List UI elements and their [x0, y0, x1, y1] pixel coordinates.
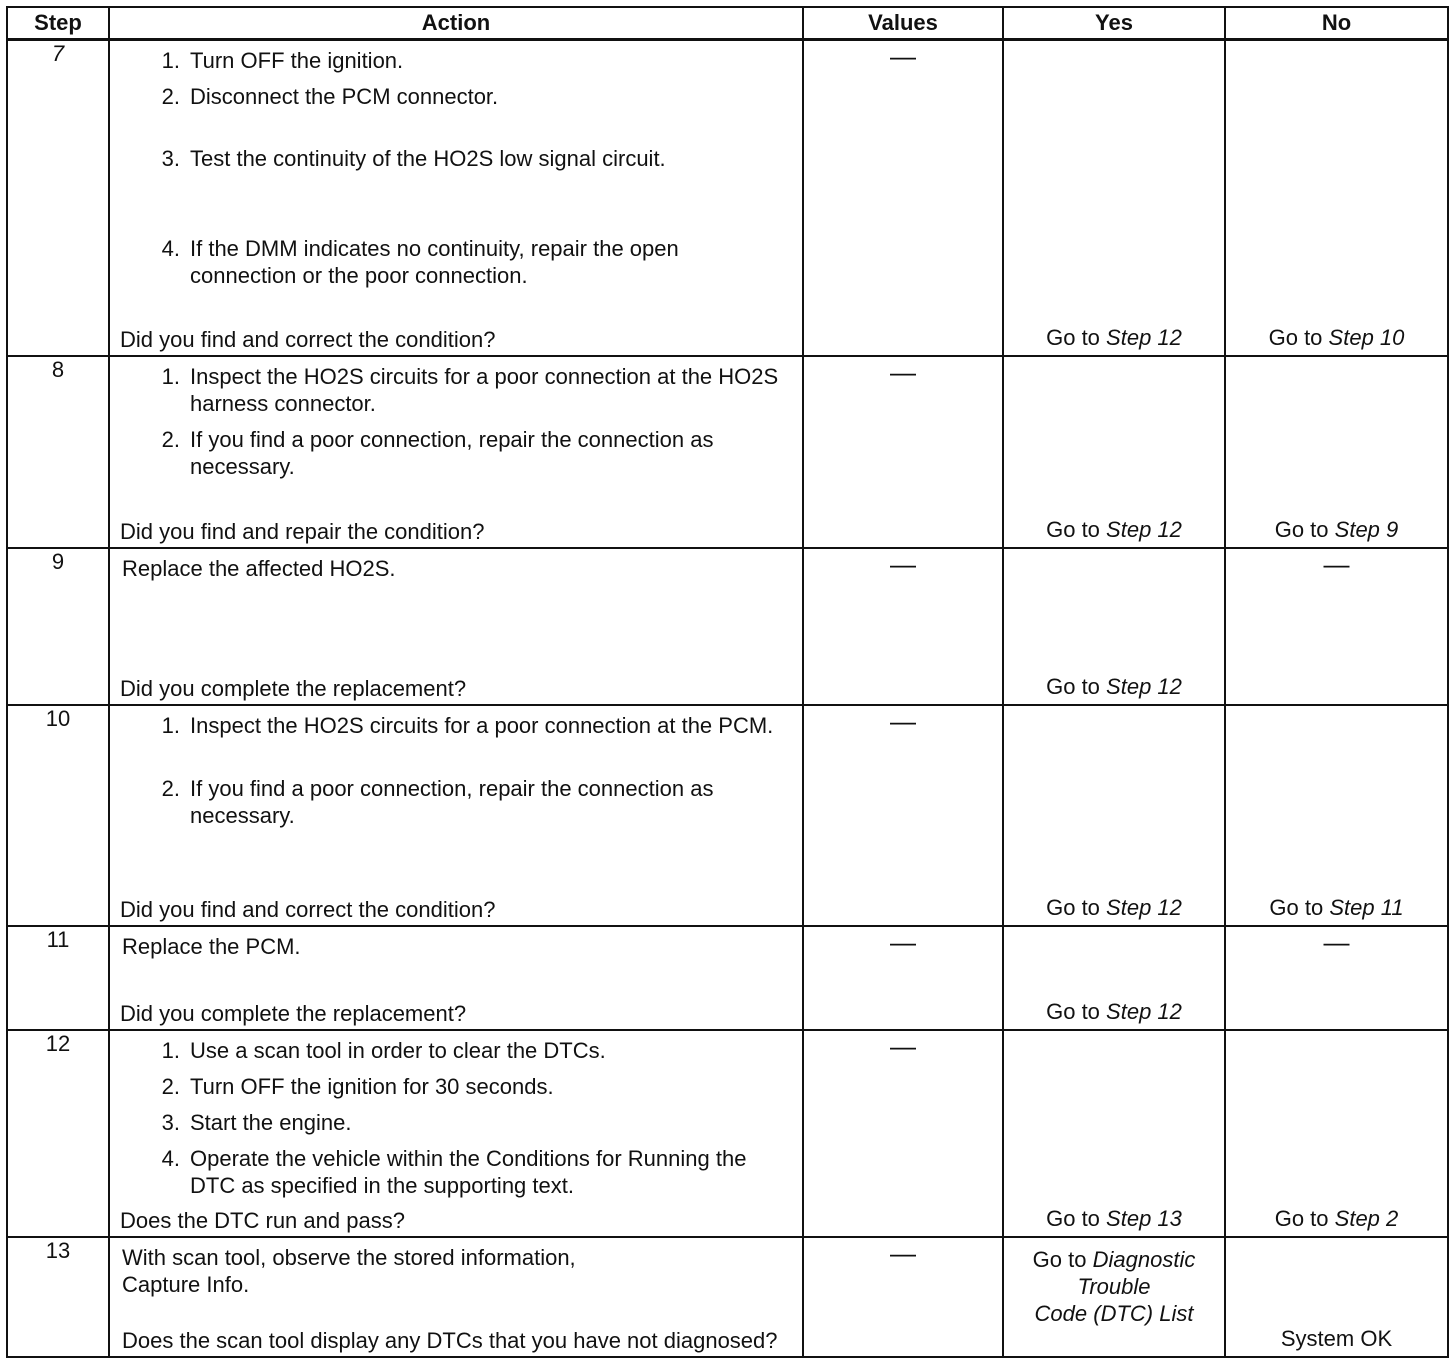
item-number: 1. — [161, 48, 180, 73]
no-goto[interactable]: Go to Step 2 — [1274, 1205, 1399, 1231]
header-action: Action — [109, 7, 803, 40]
list-item — [120, 83, 792, 110]
action-list — [110, 357, 802, 480]
item-text: Test the continuity of the HO2S low signal circuit. — [190, 146, 666, 171]
step-number: 9 — [7, 548, 109, 705]
yes-goto[interactable]: Go to Step 12 — [1046, 517, 1182, 543]
yes-goto[interactable]: Go to Step 12 — [1046, 673, 1182, 699]
table-row — [7, 1237, 1448, 1357]
yes-cell — [1003, 926, 1225, 1030]
list-item — [120, 775, 792, 829]
item-text: Operate the vehicle within the Conditions for Running the DTC as specified in the supporting text. — [190, 1145, 747, 1198]
action-cell — [109, 40, 803, 356]
list-item — [120, 47, 792, 74]
item-number: 3. — [161, 146, 180, 171]
values-cell: — — [803, 705, 1003, 926]
yes-target-step: Step 12 — [1106, 998, 1182, 1024]
item-number: 1. — [161, 712, 180, 738]
header-no: No — [1225, 7, 1448, 40]
item-number: 4. — [161, 236, 180, 261]
action-cell — [109, 1237, 803, 1357]
no-target-step: Step 11 — [1329, 894, 1404, 920]
list-item — [120, 1109, 792, 1136]
yes-target-line: Code (DTC) List — [1034, 1300, 1194, 1326]
values-cell: — — [803, 548, 1003, 705]
action-cell — [109, 926, 803, 1030]
step-number: 8 — [7, 356, 109, 549]
yes-goto[interactable]: Go to Diagnostic Trouble Code (DTC) List — [1004, 1238, 1224, 1327]
list-item — [120, 1145, 792, 1199]
step-number: 13 — [7, 1237, 109, 1357]
item-number: 3. — [161, 1109, 180, 1135]
yes-target-step: Step 12 — [1106, 673, 1182, 699]
table-row — [7, 1030, 1448, 1237]
step-number: 12 — [7, 1030, 109, 1237]
table-row — [7, 40, 1448, 356]
action-text: Replace the affected HO2S. — [122, 556, 396, 582]
yes-target-step: Step 12 — [1106, 324, 1182, 350]
question-text: Did you find and correct the condition? — [120, 896, 496, 922]
item-number: 2. — [161, 775, 180, 801]
item-text: Inspect the HO2S circuits for a poor connection at the PCM. — [190, 712, 774, 738]
step-number: 11 — [7, 926, 109, 1030]
yes-target-step: Step 12 — [1106, 517, 1182, 543]
item-number: 2. — [161, 426, 180, 452]
action-list — [110, 706, 802, 829]
step-number: 10 — [7, 705, 109, 926]
item-number: 1. — [161, 363, 180, 389]
item-number: 1. — [161, 1037, 180, 1063]
table-row — [7, 356, 1448, 549]
item-text: Turn OFF the ignition for 30 seconds. — [190, 1073, 554, 1099]
question-text: Does the DTC run and pass? — [120, 1207, 405, 1233]
no-cell — [1225, 1237, 1448, 1357]
action-text-line: With scan tool, observe the stored information, — [122, 1244, 576, 1270]
list-item — [120, 712, 792, 739]
action-cell — [109, 1030, 803, 1237]
action-text — [110, 1238, 802, 1298]
question-text: Did you complete the replacement? — [120, 675, 467, 701]
yes-goto[interactable]: Go to Step 12 — [1046, 324, 1182, 350]
item-text: If you find a poor connection, repair the connection as necessary. — [190, 426, 714, 479]
yes-cell — [1003, 1030, 1225, 1237]
yes-cell — [1003, 356, 1225, 549]
system-ok-text: System OK — [1280, 1326, 1393, 1351]
yes-goto[interactable]: Go to Step 12 — [1046, 998, 1182, 1024]
no-target-step: Step 10 — [1328, 324, 1405, 350]
list-item — [120, 1073, 792, 1100]
no-cell — [1225, 40, 1448, 356]
question-text: Does the scan tool display any DTCs that you have not diagnosed? — [122, 1328, 778, 1353]
header-step: Step — [7, 7, 109, 40]
list-item — [120, 235, 792, 289]
no-goto[interactable]: Go to Step 9 — [1274, 517, 1399, 543]
item-number: 4. — [161, 1145, 180, 1171]
item-text: Start the engine. — [190, 1109, 352, 1135]
list-item — [120, 1037, 792, 1064]
values-cell: — — [803, 40, 1003, 356]
action-list — [110, 41, 802, 289]
item-text: Turn OFF the ignition. — [190, 48, 404, 73]
yes-target-step: Step 13 — [1106, 1205, 1182, 1231]
table-row — [7, 548, 1448, 705]
yes-cell — [1003, 1237, 1225, 1357]
no-cell: — — [1225, 548, 1448, 705]
yes-goto[interactable]: Go to Step 12 — [1046, 894, 1182, 920]
no-cell: — — [1225, 926, 1448, 1030]
no-target-step: Step 9 — [1334, 517, 1399, 543]
values-cell: — — [803, 926, 1003, 1030]
list-item — [120, 426, 792, 480]
table-row — [7, 705, 1448, 926]
no-cell — [1225, 1030, 1448, 1237]
no-cell — [1225, 356, 1448, 549]
item-text: If you find a poor connection, repair the connection as necessary. — [190, 775, 714, 828]
question-text: Did you complete the replacement? — [120, 1000, 467, 1026]
yes-cell — [1003, 548, 1225, 705]
values-cell: — — [803, 1237, 1003, 1357]
header-yes: Yes — [1003, 7, 1225, 40]
no-goto[interactable]: Go to Step 11 — [1269, 894, 1404, 920]
yes-goto[interactable]: Go to Step 13 — [1046, 1205, 1182, 1231]
item-text: If the DMM indicates no continuity, repair the open connection or the poor connection. — [190, 236, 679, 288]
step-number: 7 — [7, 40, 109, 356]
question-text: Did you find and correct the condition? — [120, 326, 496, 352]
action-text-line: Capture Info. — [122, 1271, 250, 1297]
item-number: 2. — [161, 1073, 180, 1099]
action-text: Replace the PCM. — [122, 933, 301, 959]
item-text: Disconnect the PCM connector. — [190, 84, 499, 109]
table-row — [7, 926, 1448, 1030]
action-cell — [109, 548, 803, 705]
yes-target-step: Step 12 — [1106, 894, 1182, 920]
no-cell — [1225, 705, 1448, 926]
yes-target-line: Diagnostic — [1092, 1246, 1196, 1272]
list-item — [120, 145, 792, 172]
no-goto[interactable]: Go to Step 10 — [1268, 324, 1405, 350]
values-cell: — — [803, 356, 1003, 549]
yes-cell — [1003, 705, 1225, 926]
values-cell: — — [803, 1030, 1003, 1237]
yes-target-line: Trouble — [1077, 1273, 1151, 1299]
action-cell — [109, 356, 803, 549]
list-item — [120, 363, 792, 417]
yes-cell — [1003, 40, 1225, 356]
item-text: Use a scan tool in order to clear the DTCs. — [190, 1037, 606, 1063]
question-text: Did you find and repair the condition? — [120, 519, 485, 545]
item-number: 2. — [161, 84, 180, 109]
header-values: Values — [803, 7, 1003, 40]
item-text: Inspect the HO2S circuits for a poor connection at the HO2S harness connector. — [190, 363, 779, 416]
header-row — [7, 7, 1448, 40]
action-list — [110, 1031, 802, 1199]
diagnostic-table — [6, 6, 1449, 1358]
no-target-step: Step 2 — [1334, 1205, 1399, 1231]
action-cell — [109, 705, 803, 926]
